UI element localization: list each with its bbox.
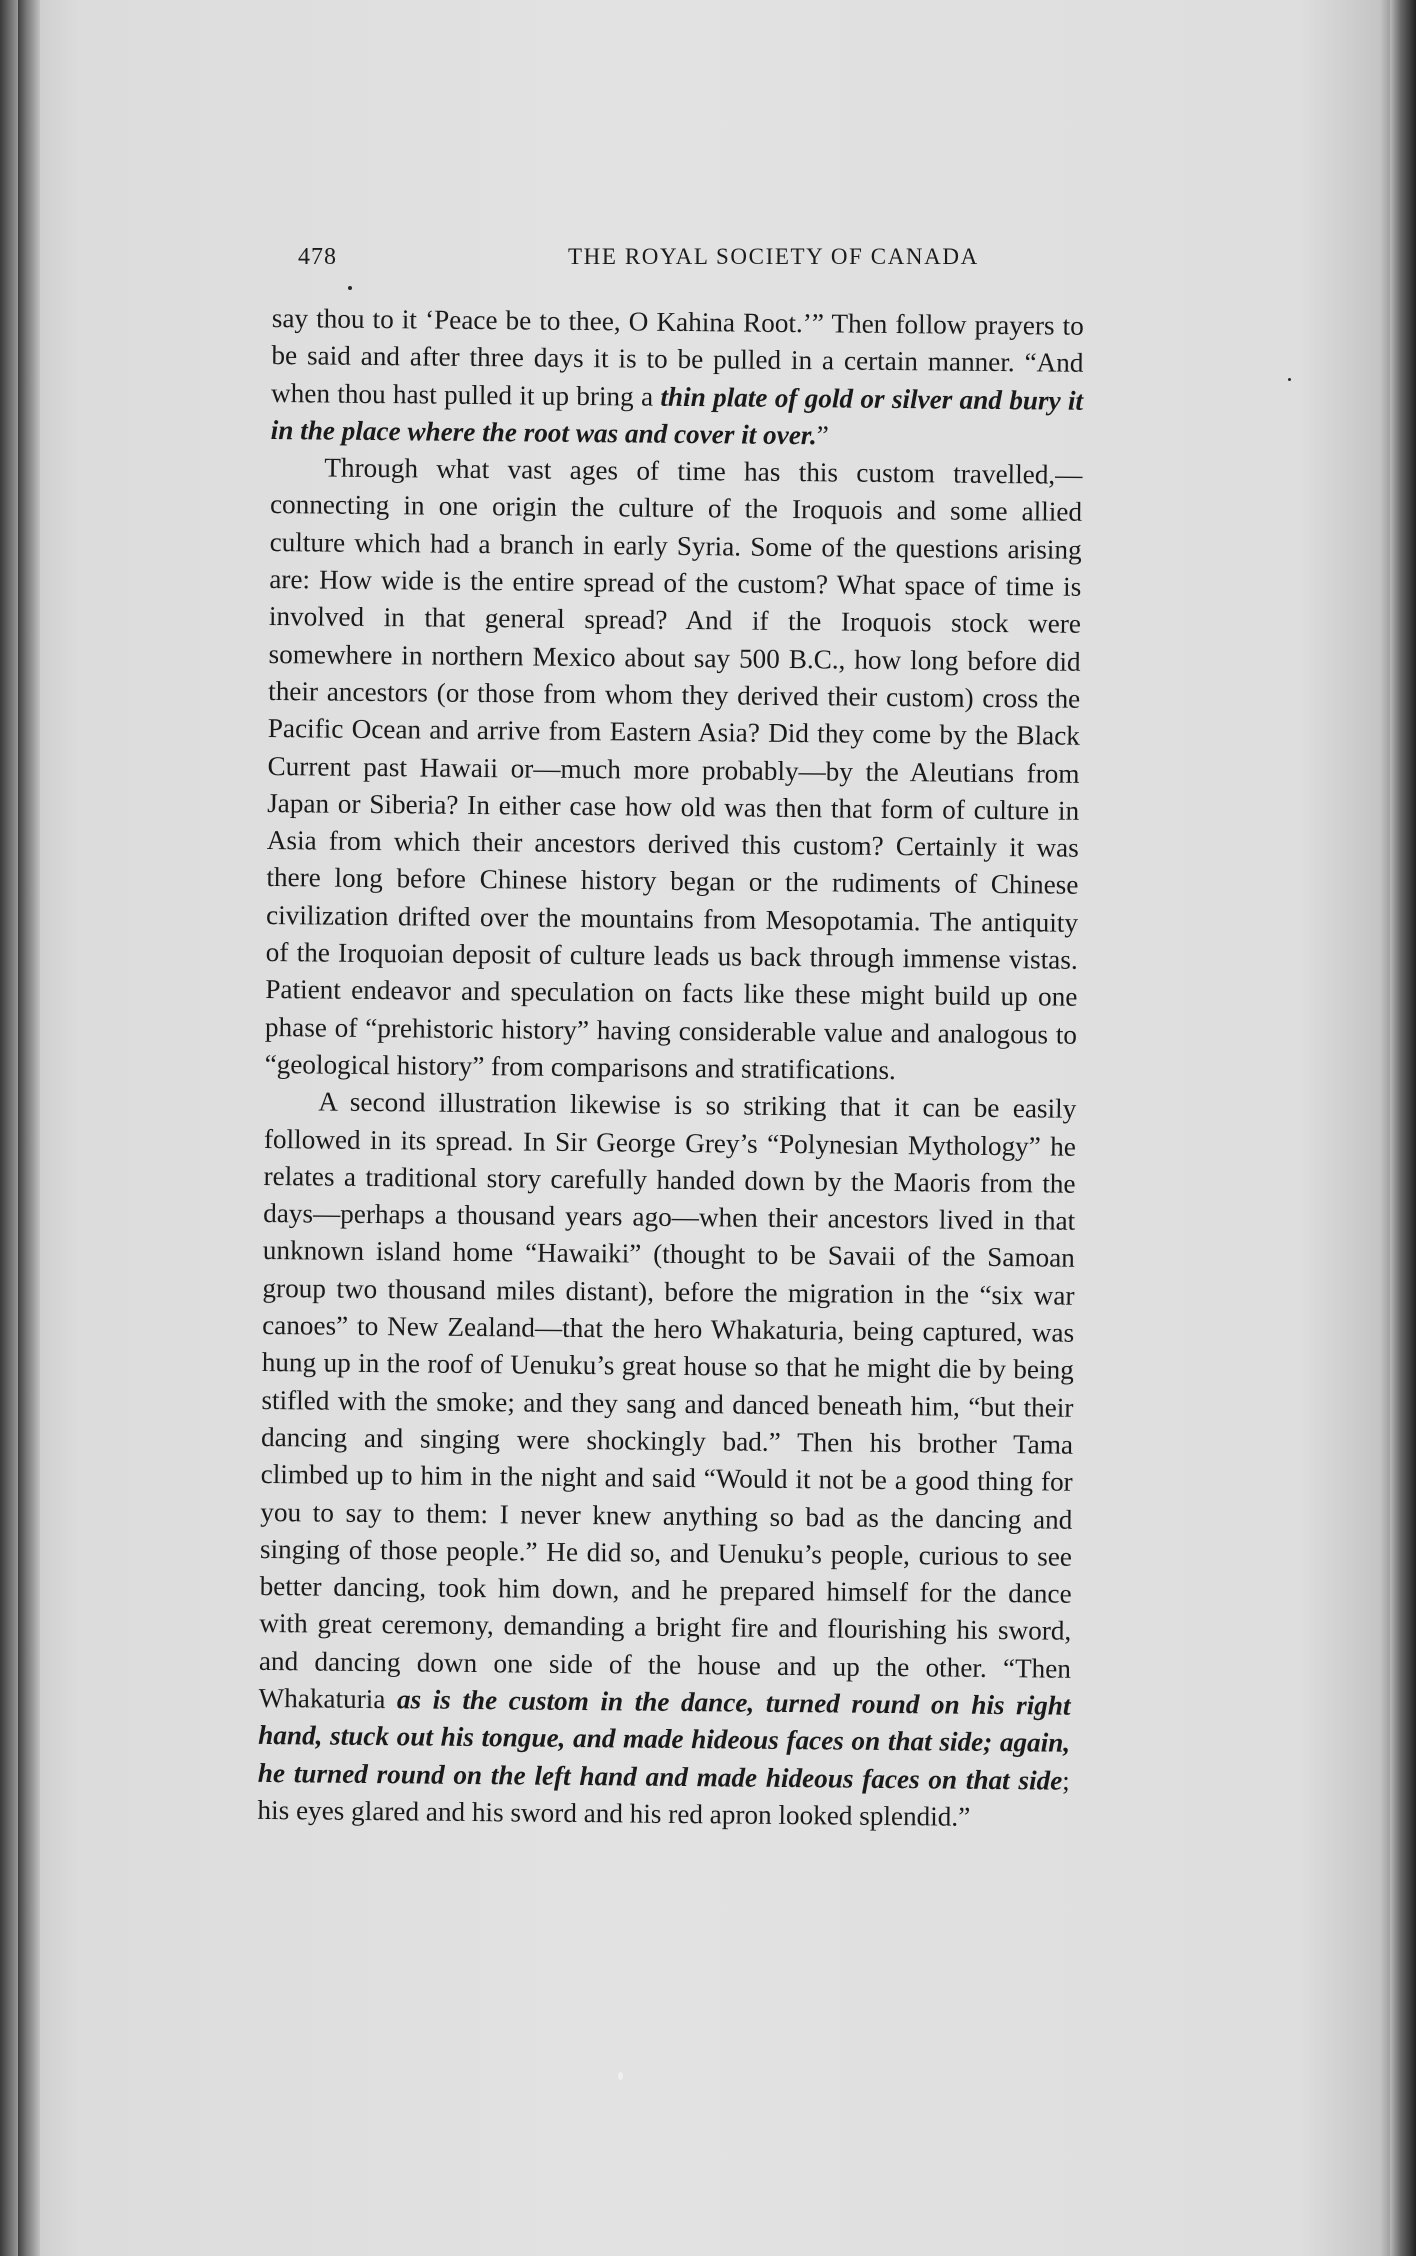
paragraph-1 [271, 300, 1084, 457]
running-title: THE ROYAL SOCIETY OF CANADA [568, 244, 979, 269]
paragraph-3-italic: as is the custom in the dance, turned round on his right hand, stuck out his tongue, and made hideous faces on that side; again, he turned round on the left hand and made hideous faces on that side [257, 1684, 1071, 1796]
page-number: 478 [298, 244, 337, 270]
paragraph-3-text: A second illustration likewise is so striking that it can be easily followed in its spread. In Sir George Grey’s “Polynesian Mythology” he relates a traditional story carefully handed down by the Maoris from the days—perhaps a thousand years ago—when their ancestors lived in that unknown island home “Hawaiki” (thought to be Savaii of the Samoan group two thousand miles distant), before the migration in the “six war canoes” to New Zealand—that the hero Whakaturia, being captured, was hung up in the roof of Uenuku’s great house so that he might die by being stifled with the smoke; and they sang and danced beneath him, “but their dancing and singing were shockingly bad.” Then his brother Tama climbed up to him in the night and said “Would it not be a good thing for you to say to them: I never knew anything so bad as the dancing and singing of those people.” He did so, and Uenuku’s people, curious to see better dancing, took him down, and he prepared himself for the dance with great ceremony, demanding a bright fire and flourishing his sword, and dancing down one side of the house and up the other. “Then Whakaturia [258, 1086, 1077, 1715]
dust-speck [1288, 378, 1291, 381]
paragraph-1-close: ” [816, 420, 829, 451]
paragraph-3 [257, 1083, 1076, 1837]
page-edge-shadow [1390, 0, 1416, 2256]
paragraph-3-close: ; his eyes glared and his sword and his red apron looked splendid.” [257, 1765, 1070, 1832]
dust-speck [618, 2072, 623, 2080]
paragraph-2: Through what vast ages of time has this custom travelled,—connecting in one origin the culture of the Iroquois and some allied culture which had a branch in early Syria. Some of the questions arising are: How wide is the entire spread of the custom? What space of time is involved in that general spread? And if the Iroquois stock were somewhere in northern Mexico about say 500 B.C., how long before did their ancestors (or those from whom they derived their custom) cross the Pacific Ocean and arrive from Eastern Asia? Did they come by the Black Current past Hawaii or—much more probably—by the Aleutians from Japan or Siberia? In either case how old was then that form of culture in Asia from which their ancestors derived this custom? Certainly it was there long before Chinese history began or the rudiments of Chinese civilization drifted over the mountains from Mesopotamia. The antiquity of the Iroquoian deposit of culture leads us back through immense vistas. Patient endeavor and speculation on facts like these might build up one phase of “prehistoric history” having considerable value and analogous to “geological history” from comparisons and stratifications. [264, 452, 1083, 1085]
dust-speck [348, 286, 352, 290]
body-text [257, 300, 1084, 1837]
book-spine-shadow [18, 0, 40, 2256]
book-page [40, 0, 1390, 2256]
paragraph-1-italic: thin plate of gold or silver and bury it in the place where the root was and cover it over. [270, 381, 1084, 451]
paragraph-1-text: say thou to it ‘Peace be to thee, O Kahina Root.’” Then follow prayers to be said and after three days it is to be pulled in a certain manner. “And when thou hast pulled it up bring a [270, 302, 1084, 412]
